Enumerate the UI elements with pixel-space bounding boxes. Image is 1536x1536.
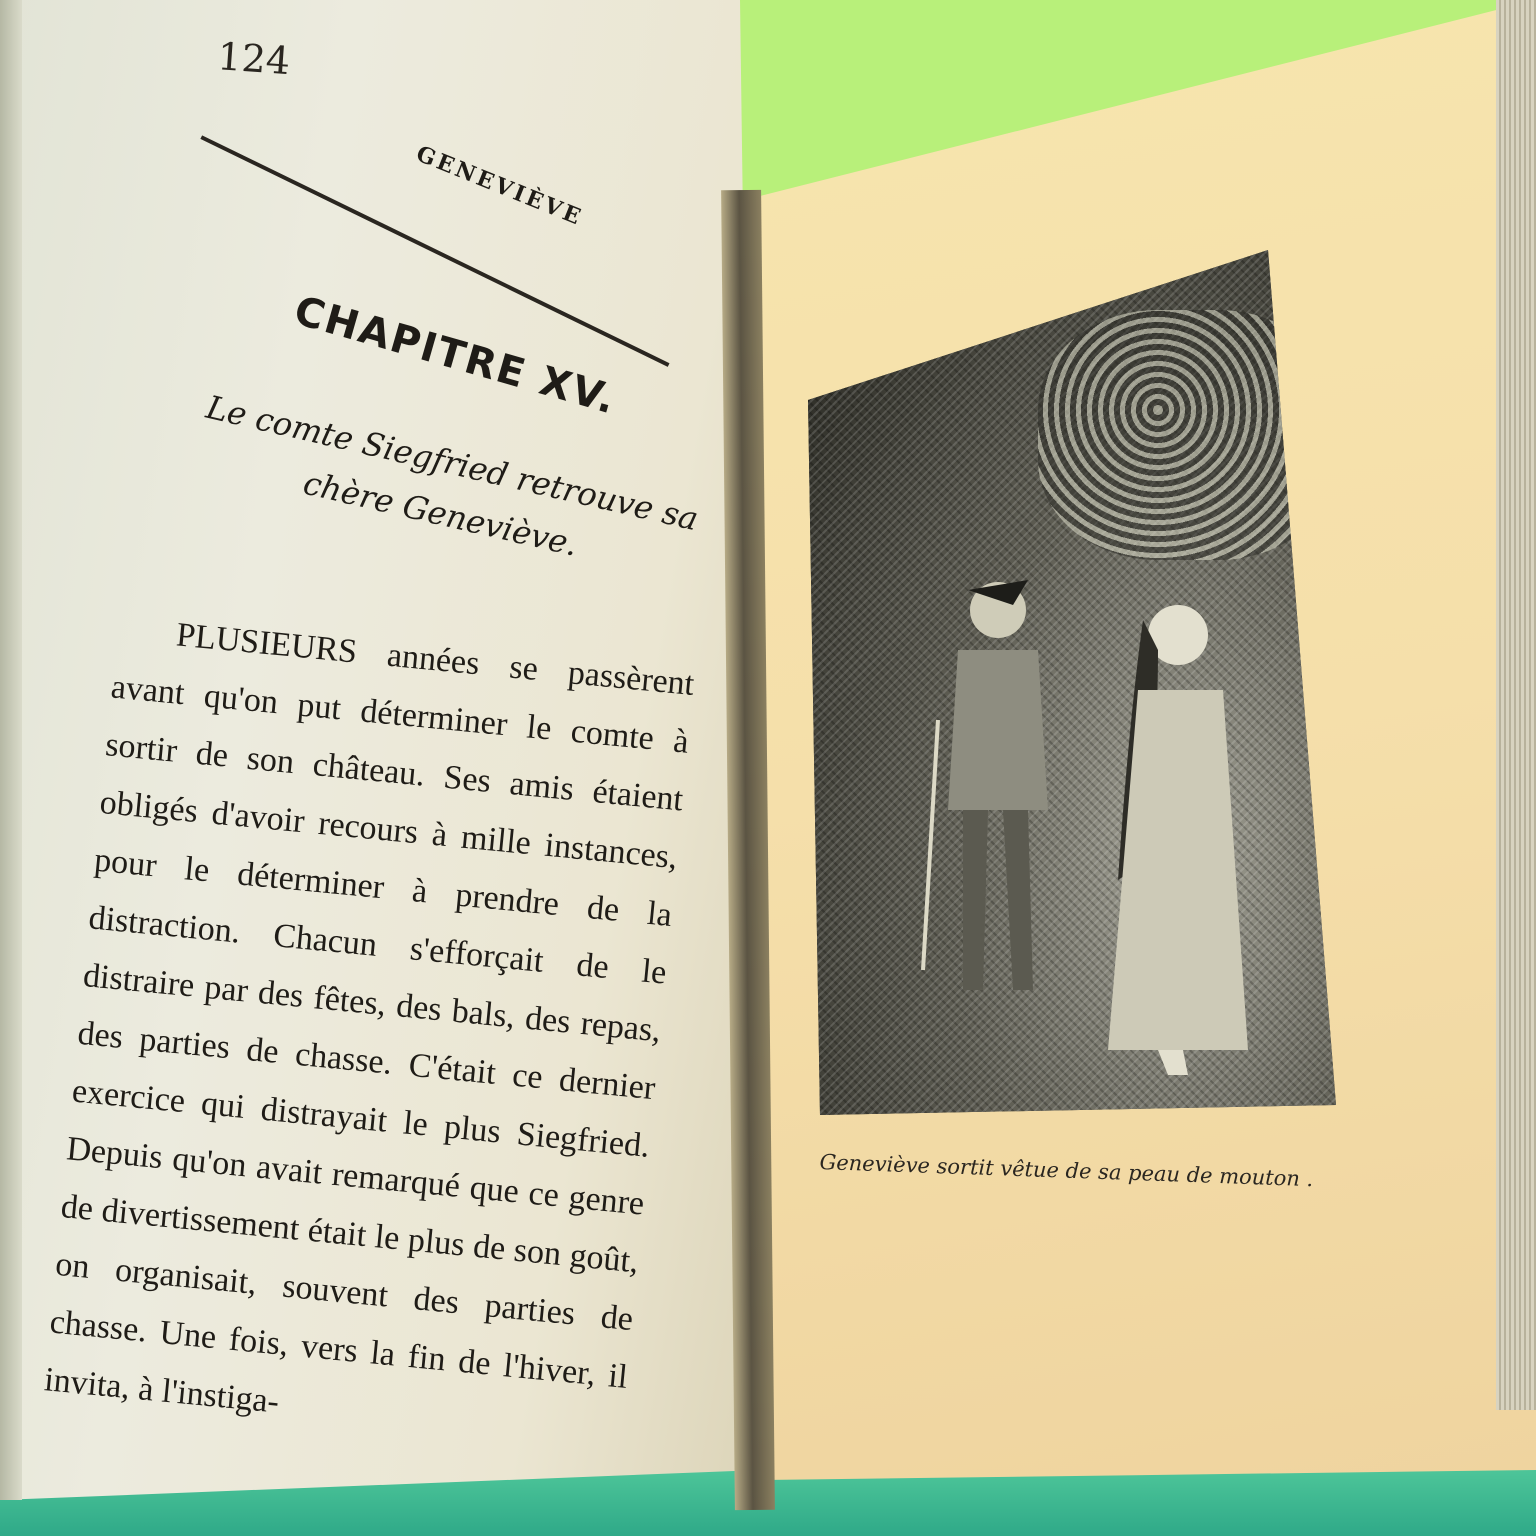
engraving-illustration: [808, 250, 1336, 1115]
nobleman-figure: [918, 550, 1068, 1030]
body-text: [42, 601, 697, 1465]
left-page-edge: [0, 0, 22, 1500]
chapter-subtitle: Le comte Siegfried retrouve sa chère Geneviève.: [202, 387, 702, 564]
running-head: GENEVIÈVE: [412, 140, 587, 232]
illustration-caption: Geneviève sortit vêtue de sa peau de mouton .: [819, 1150, 1314, 1192]
page-number: 124: [216, 34, 292, 84]
chapter-title: CHAPITRE XV.: [289, 287, 623, 424]
genevieve-figure: [1098, 580, 1258, 1080]
page-stack-edge: [1496, 0, 1536, 1410]
body-paragraph: PLUSIEURS années se passèrent avant qu'on put déterminer le comte à sortir de son château. Ses amis étaient obligés d'avoir recours à mille instances, pour le déterminer à prendre de la distraction. Chacun s'efforçait de le distraire par des fêtes, des bals, des repas, des parties de chasse. C'était ce dernier exercice qui distrayait le plus Siegfried. Depuis qu'on avait remarqué que ce genre de divertissement était le plus de son goût, on organisait, souvent des parties de chasse. Une fois, vers la fin de l'hiver, il invita, à l'instiga-: [42, 616, 696, 1421]
left-page-text: [39, 20, 728, 1421]
